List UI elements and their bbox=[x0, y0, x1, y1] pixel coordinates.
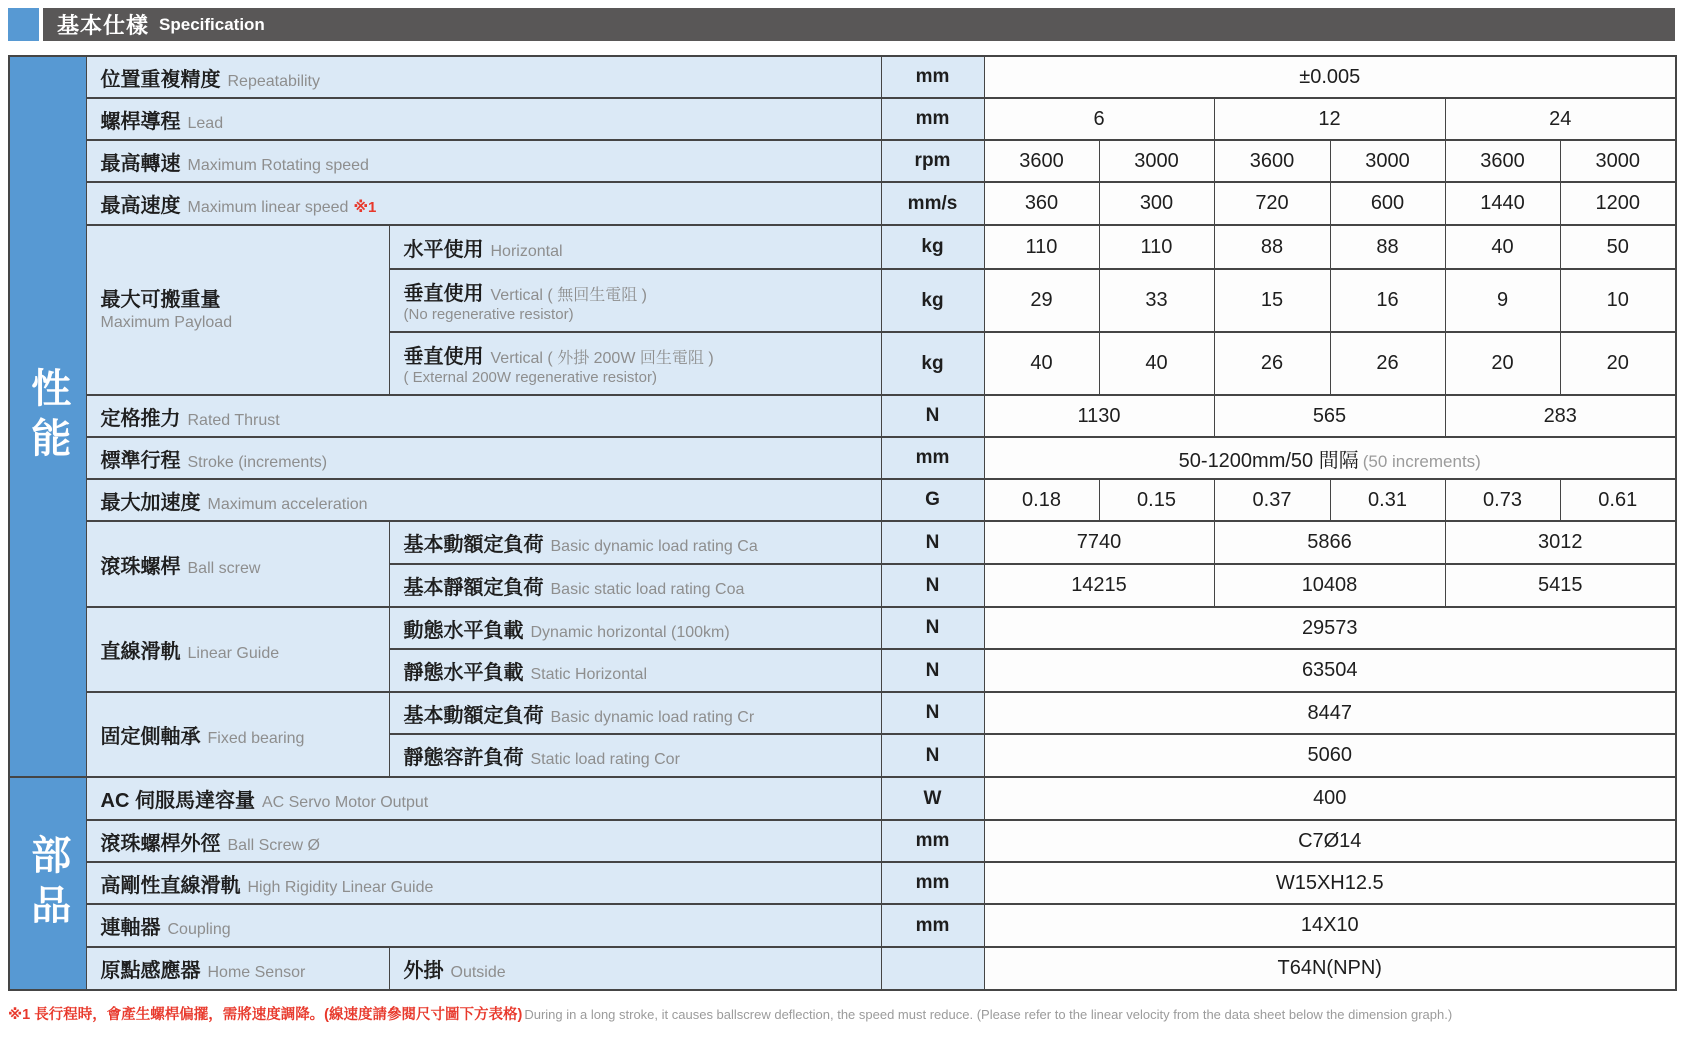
lead-label-en: Lead bbox=[187, 114, 224, 132]
payload-group-label bbox=[86, 225, 389, 395]
home-sensor-label-en: Home Sensor bbox=[207, 964, 306, 981]
acceleration-label-zh: 最大加速度 bbox=[100, 491, 201, 514]
fixed-bearing-static-label-en: Static load rating Cor bbox=[530, 751, 680, 768]
servo-output-label bbox=[86, 777, 881, 820]
linear-speed-label-en: Maximum linear speed bbox=[187, 199, 349, 216]
ball-screw-od-value: C7Ø14 bbox=[984, 820, 1676, 862]
fixed-bearing-dynamic-label-zh: 基本動額定負荷 bbox=[403, 704, 544, 727]
footnote bbox=[8, 1003, 1675, 1024]
fixed-bearing-dynamic-value: 8447 bbox=[984, 692, 1676, 734]
linear-guide-dynamic-label-en: Dynamic horizontal (100km) bbox=[530, 623, 730, 641]
section-band-performance bbox=[9, 56, 86, 777]
value-cell: 88 bbox=[1330, 225, 1445, 269]
payload-vertical-ext-regen-label-en2: ( External 200W regenerative resistor) bbox=[403, 368, 657, 386]
value-cell: 0.73 bbox=[1445, 479, 1560, 521]
ball-screw-od-label-zh: 滾珠螺桿外徑 bbox=[100, 832, 221, 855]
value-cell: 3000 bbox=[1560, 140, 1676, 182]
linear-guide-static-value: 63504 bbox=[984, 649, 1676, 692]
fixed-bearing-dynamic-label bbox=[389, 692, 881, 734]
fixed-bearing-dynamic-unit: N bbox=[881, 692, 984, 734]
payload-vertical-no-regen-label bbox=[389, 269, 881, 332]
acceleration-unit: G bbox=[881, 479, 984, 521]
rated-thrust-label-en: Rated Thrust bbox=[187, 411, 280, 429]
value-cell: 5415 bbox=[1445, 564, 1676, 607]
payload-label-zh: 最大可搬重量 bbox=[100, 289, 221, 312]
rotating-speed-label bbox=[86, 140, 881, 182]
value-cell: 0.37 bbox=[1214, 479, 1330, 521]
linear-guide-label-zh: 直線滑軌 bbox=[100, 641, 181, 663]
rotating-speed-label-en: Maximum Rotating speed bbox=[187, 156, 369, 174]
linear-guide-dynamic-label-zh: 動態水平負載 bbox=[403, 619, 524, 642]
value-cell: 16 bbox=[1330, 269, 1445, 332]
value-cell: 110 bbox=[1099, 225, 1214, 269]
header-bar bbox=[43, 8, 1675, 41]
ball-screw-group-label bbox=[86, 521, 389, 607]
row-home-sensor bbox=[9, 947, 1676, 990]
fixed-bearing-label-en: Fixed bearing bbox=[207, 730, 305, 747]
ball-screw-dynamic-label-zh: 基本動額定負荷 bbox=[403, 534, 544, 556]
value-cell: 3600 bbox=[984, 140, 1099, 182]
footnote-ref: ※1 bbox=[353, 199, 377, 216]
specification-table bbox=[8, 55, 1677, 991]
row-payload-horizontal bbox=[9, 225, 1676, 269]
row-ball-screw-od bbox=[9, 820, 1676, 862]
value-cell: 15 bbox=[1214, 269, 1330, 332]
value-cell: 88 bbox=[1214, 225, 1330, 269]
ball-screw-dynamic-label-en: Basic dynamic load rating Ca bbox=[550, 538, 758, 555]
fixed-bearing-static-unit: N bbox=[881, 734, 984, 777]
value-cell: 24 bbox=[1445, 98, 1676, 140]
value-cell: 40 bbox=[1099, 332, 1214, 395]
row-linear-speed bbox=[9, 182, 1676, 225]
linear-guide-dynamic-unit: N bbox=[881, 607, 984, 649]
payload-vertical-no-regen-label-zh: 垂直使用 bbox=[403, 282, 484, 305]
home-sensor-sub-label-zh: 外掛 bbox=[403, 960, 444, 982]
rigidity-guide-label-en: High Rigidity Linear Guide bbox=[247, 878, 434, 896]
ball-screw-label-zh: 滾珠螺桿 bbox=[100, 555, 181, 578]
value-cell: 14215 bbox=[984, 564, 1214, 607]
stroke-unit: mm bbox=[881, 437, 984, 479]
home-sensor-unit bbox=[881, 947, 984, 990]
payload-horizontal-unit: kg bbox=[881, 225, 984, 269]
row-ball-screw-dynamic bbox=[9, 521, 1676, 564]
value-cell: 6 bbox=[984, 98, 1214, 140]
rigidity-guide-unit: mm bbox=[881, 862, 984, 904]
value-cell: 29 bbox=[984, 269, 1099, 332]
payload-vertical-ext-regen-label-en: Vertical ( 外掛 200W 回生電阻 ) bbox=[490, 349, 714, 367]
linear-guide-dynamic-value: 29573 bbox=[984, 607, 1676, 649]
value-cell: 283 bbox=[1445, 395, 1676, 437]
coupling-unit: mm bbox=[881, 904, 984, 947]
value-cell: 720 bbox=[1214, 182, 1330, 225]
value-cell: 3012 bbox=[1445, 521, 1676, 564]
payload-vertical-no-regen-unit: kg bbox=[881, 269, 984, 332]
ball-screw-dynamic-unit: N bbox=[881, 521, 984, 564]
servo-output-label-en: AC Servo Motor Output bbox=[261, 794, 429, 811]
value-cell: 50 bbox=[1560, 225, 1676, 269]
value-cell: 1200 bbox=[1560, 182, 1676, 225]
row-repeatability bbox=[9, 56, 1676, 98]
fixed-bearing-static-label bbox=[389, 734, 881, 777]
servo-output-unit: W bbox=[881, 777, 984, 820]
row-lead bbox=[9, 98, 1676, 140]
linear-guide-static-label-en: Static Horizontal bbox=[530, 666, 647, 683]
ball-screw-dynamic-label bbox=[389, 521, 881, 564]
value-cell: 12 bbox=[1214, 98, 1445, 140]
value-cell: 3600 bbox=[1214, 140, 1330, 182]
value-cell: 565 bbox=[1214, 395, 1445, 437]
linear-guide-static-label-zh: 靜態水平負載 bbox=[403, 662, 524, 684]
section-band-parts bbox=[9, 777, 86, 990]
row-servo-output bbox=[9, 777, 1676, 820]
repeatability-label bbox=[86, 56, 881, 98]
servo-output-value: 400 bbox=[984, 777, 1676, 820]
coupling-label bbox=[86, 904, 881, 947]
stroke-value bbox=[984, 437, 1676, 479]
row-rotating-speed bbox=[9, 140, 1676, 182]
section-label-performance: 性能 bbox=[25, 366, 70, 467]
rigidity-guide-label-zh: 高剛性直線滑軌 bbox=[100, 874, 241, 897]
row-linear-guide-dynamic bbox=[9, 607, 1676, 649]
linear-guide-static-label bbox=[389, 649, 881, 692]
value-cell: 600 bbox=[1330, 182, 1445, 225]
rotating-speed-label-zh: 最高轉速 bbox=[100, 152, 181, 175]
payload-horizontal-label bbox=[389, 225, 881, 269]
payload-vertical-no-regen-label-en: Vertical ( 無回生電阻 ) bbox=[490, 286, 647, 304]
stroke-label bbox=[86, 437, 881, 479]
value-cell: 3000 bbox=[1330, 140, 1445, 182]
fixed-bearing-group-label bbox=[86, 692, 389, 777]
ball-screw-static-label-zh: 基本靜額定負荷 bbox=[403, 577, 544, 599]
ball-screw-static-label-en: Basic static load rating Coa bbox=[550, 581, 745, 598]
lead-label-zh: 螺桿導程 bbox=[100, 110, 181, 133]
value-cell: 3600 bbox=[1445, 140, 1560, 182]
coupling-value: 14X10 bbox=[984, 904, 1676, 947]
fixed-bearing-label-zh: 固定側軸承 bbox=[100, 726, 201, 748]
value-cell: 300 bbox=[1099, 182, 1214, 225]
value-cell: 20 bbox=[1445, 332, 1560, 395]
value-cell: 0.61 bbox=[1560, 479, 1676, 521]
rated-thrust-label-zh: 定格推力 bbox=[100, 407, 181, 430]
page-title-zh: 基本仕樣 bbox=[57, 13, 150, 38]
fixed-bearing-static-label-zh: 靜態容許負荷 bbox=[403, 747, 524, 769]
value-cell: 0.15 bbox=[1099, 479, 1214, 521]
acceleration-label-en: Maximum acceleration bbox=[207, 495, 368, 513]
coupling-label-en: Coupling bbox=[167, 921, 231, 938]
value-cell: 360 bbox=[984, 182, 1099, 225]
value-cell: 40 bbox=[1445, 225, 1560, 269]
row-fixed-bearing-dynamic bbox=[9, 692, 1676, 734]
fixed-bearing-static-value: 5060 bbox=[984, 734, 1676, 777]
servo-output-label-zh: AC 伺服馬達容量 bbox=[100, 790, 255, 812]
value-cell: 5866 bbox=[1214, 521, 1445, 564]
ball-screw-od-label bbox=[86, 820, 881, 862]
stroke-label-en: Stroke (increments) bbox=[187, 453, 328, 471]
stroke-value-main: 50-1200mm/50 間隔 bbox=[1178, 449, 1359, 472]
section-label-parts: 部品 bbox=[25, 833, 70, 934]
rotating-speed-unit: rpm bbox=[881, 140, 984, 182]
repeatability-unit: mm bbox=[881, 56, 984, 98]
home-sensor-sub-label bbox=[389, 947, 881, 990]
payload-vertical-ext-regen-unit: kg bbox=[881, 332, 984, 395]
lead-label bbox=[86, 98, 881, 140]
acceleration-label bbox=[86, 479, 881, 521]
linear-guide-static-unit: N bbox=[881, 649, 984, 692]
payload-horizontal-label-en: Horizontal bbox=[490, 242, 563, 260]
ball-screw-od-unit: mm bbox=[881, 820, 984, 862]
row-stroke bbox=[9, 437, 1676, 479]
value-cell: 10 bbox=[1560, 269, 1676, 332]
value-cell: 0.31 bbox=[1330, 479, 1445, 521]
value-cell: 40 bbox=[984, 332, 1099, 395]
payload-label-en: Maximum Payload bbox=[100, 314, 233, 332]
repeatability-label-zh: 位置重複精度 bbox=[100, 68, 221, 91]
home-sensor-sub-label-en: Outside bbox=[450, 964, 506, 981]
payload-horizontal-label-zh: 水平使用 bbox=[403, 238, 484, 261]
repeatability-value: ±0.005 bbox=[984, 56, 1676, 98]
linear-guide-group-label bbox=[86, 607, 389, 692]
home-sensor-label-zh: 原點感應器 bbox=[100, 960, 201, 982]
row-rated-thrust bbox=[9, 395, 1676, 437]
value-cell: 10408 bbox=[1214, 564, 1445, 607]
linear-speed-label bbox=[86, 182, 881, 225]
fixed-bearing-dynamic-label-en: Basic dynamic load rating Cr bbox=[550, 708, 755, 726]
row-coupling bbox=[9, 904, 1676, 947]
home-sensor-value: T64N(NPN) bbox=[984, 947, 1676, 990]
ball-screw-static-label bbox=[389, 564, 881, 607]
footnote-zh: ※1 長行程時，會產生螺桿偏擺，需將速度調降。(線速度請參閱尺寸圖下方表格) bbox=[8, 1007, 523, 1023]
ball-screw-static-unit: N bbox=[881, 564, 984, 607]
value-cell: 0.18 bbox=[984, 479, 1099, 521]
rigidity-guide-label bbox=[86, 862, 881, 904]
home-sensor-label bbox=[86, 947, 389, 990]
linear-speed-unit: mm/s bbox=[881, 182, 984, 225]
rigidity-guide-value: W15XH12.5 bbox=[984, 862, 1676, 904]
ball-screw-label-en: Ball screw bbox=[187, 559, 261, 577]
linear-guide-label-en: Linear Guide bbox=[187, 645, 280, 662]
rated-thrust-unit: N bbox=[881, 395, 984, 437]
coupling-label-zh: 連軸器 bbox=[100, 917, 161, 939]
accent-square bbox=[8, 8, 39, 41]
payload-vertical-ext-regen-label-zh: 垂直使用 bbox=[403, 345, 484, 368]
page-title-en: Specification bbox=[159, 14, 265, 34]
ball-screw-od-label-en: Ball Screw Ø bbox=[227, 836, 320, 854]
section-header bbox=[8, 8, 1675, 41]
value-cell: 1440 bbox=[1445, 182, 1560, 225]
footnote-en: During in a long stroke, it causes ballscrew deflection, the speed must reduce. (Please refer to the linear velocity from the data sheet below the dimension graph.) bbox=[524, 1007, 1453, 1022]
value-cell: 9 bbox=[1445, 269, 1560, 332]
value-cell: 110 bbox=[984, 225, 1099, 269]
value-cell: 26 bbox=[1330, 332, 1445, 395]
value-cell: 7740 bbox=[984, 521, 1214, 564]
stroke-value-note: (50 increments) bbox=[1362, 451, 1481, 471]
stroke-label-zh: 標準行程 bbox=[100, 449, 181, 472]
repeatability-label-en: Repeatability bbox=[227, 72, 320, 90]
row-rigidity-guide bbox=[9, 862, 1676, 904]
linear-guide-dynamic-label bbox=[389, 607, 881, 649]
linear-speed-label-zh: 最高速度 bbox=[100, 195, 181, 217]
row-acceleration bbox=[9, 479, 1676, 521]
value-cell: 1130 bbox=[984, 395, 1214, 437]
payload-vertical-ext-regen-label bbox=[389, 332, 881, 395]
value-cell: 26 bbox=[1214, 332, 1330, 395]
value-cell: 33 bbox=[1099, 269, 1214, 332]
value-cell: 20 bbox=[1560, 332, 1676, 395]
value-cell: 3000 bbox=[1099, 140, 1214, 182]
lead-unit: mm bbox=[881, 98, 984, 140]
payload-vertical-no-regen-label-en2: (No regenerative resistor) bbox=[403, 305, 574, 323]
rated-thrust-label bbox=[86, 395, 881, 437]
